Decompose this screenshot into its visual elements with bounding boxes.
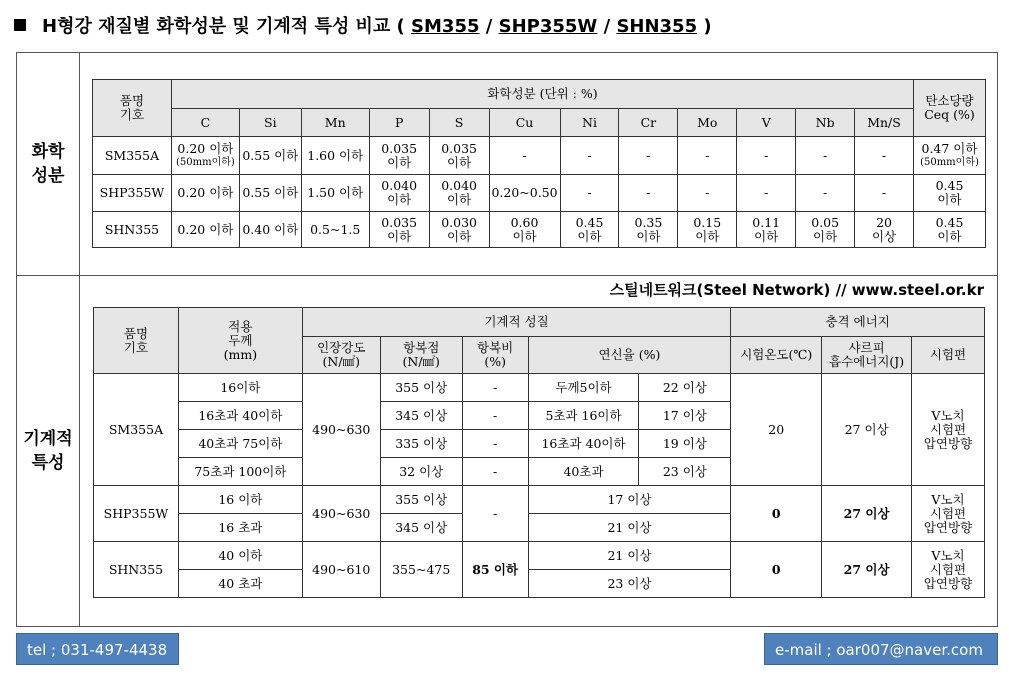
chem-element-header: C [171,109,239,137]
cell-value: - [522,147,527,163]
energy-cell: 27 이상 [822,374,912,486]
cell-value: 0.035 [381,140,418,156]
header-line: 항복점 [403,340,440,355]
elong-cond-cell: 16초과 40이하 [528,430,639,458]
chem-value-cell [796,175,855,212]
elong-value-cell: 23 이상 [528,570,731,598]
table-row [94,542,985,570]
yield-cell: 355 이상 [380,374,462,402]
mech-header-tensile [302,337,380,374]
mech-header-thickness [178,308,302,374]
cell-value: - [705,185,710,200]
cell-value: 0.5~1.5 [310,221,361,237]
cell-value: 20 [876,214,892,230]
chem-value-cell [429,212,489,248]
mech-header-elongation: 연신율 (%) [528,337,731,374]
table-row [93,175,986,212]
cell-value: 0.35 [634,214,663,230]
temp-cell: 20 [731,374,822,486]
cell-unit: 이하 [387,154,412,170]
ceq-cell [913,212,985,248]
tensile-cell: 490~610 [302,542,380,598]
cell-value: 0.47 이하 [921,140,978,156]
yield-cell: 355 이상 [380,486,462,514]
chem-value-cell [429,175,489,212]
chem-value-cell [737,175,796,212]
header-line: 기호 [119,107,145,122]
header-line: 적용 [228,318,253,334]
chem-value-cell [560,212,619,248]
cell-unit: 이하 [387,228,412,244]
cell-value: 0.035 [441,140,477,156]
header-line: 탄소당량 [925,93,974,108]
cell-unit: 이하 [754,228,779,244]
cell-value: - [822,147,828,163]
ratio-cell: - [462,486,528,542]
section-label-line: 기계적 [23,429,73,449]
elong-value-cell: 21 이상 [528,514,731,542]
thickness-cell: 40 초과 [178,570,302,598]
cell-value: - [881,185,887,200]
section-divider [17,275,997,276]
cell-value: 0.60 [510,214,539,230]
cell-unit: 이하 [813,228,838,244]
specimen-line: V노치 [931,407,965,423]
specimen-cell [912,542,985,598]
chem-value-cell [171,212,239,248]
elong-cond-cell: 두께5이하 [528,374,639,402]
thickness-cell: 16 초과 [178,514,302,542]
impact-header-specimen: 시험편 [912,337,985,374]
title-separator: / [485,16,493,37]
cell-value: 0.20 이하 [177,185,234,200]
grade-name: SM355A [93,137,172,175]
cell-value: - [646,185,651,200]
chem-value-cell [737,212,796,248]
grade-shp355w: SHP355W [498,16,598,37]
ratio-cell: - [462,374,528,402]
chem-value-cell [171,175,239,212]
chem-element-header: P [369,109,429,137]
chem-value-cell [619,137,678,175]
impact-header-group: 충격 에너지 [731,308,985,337]
thickness-cell: 40초과 75이하 [178,430,302,458]
cell-value: 0.11 [752,214,781,230]
elong-cond-cell: 40초과 [528,458,639,486]
cell-value: 0.20~0.50 [491,185,558,200]
cell-unit: 이하 [447,192,472,207]
cell-note: (50mm이하) [920,156,979,168]
ceq-cell [913,137,985,175]
chem-element-header: S [429,109,489,137]
chem-value-cell [619,212,678,248]
grade-name: SHN355 [93,212,172,248]
cell-unit: 이하 [937,228,962,244]
specimen-line: 시험편 [929,505,967,521]
chem-value-cell [489,175,560,212]
elong-cond-cell: 5초과 16이하 [528,402,639,430]
grade-shn355: SHN355 [616,16,698,37]
section-label-line: 화학 [31,142,65,162]
chem-value-cell [369,137,429,175]
cell-value: 0.55 이하 [242,147,299,163]
cell-unit: 이상 [871,228,897,244]
thickness-cell: 16초과 40이하 [178,402,302,430]
header-line: (mm) [223,346,258,362]
header-line: 흡수에너지(J) [829,354,905,369]
specimen-line: 시험편 [929,421,967,437]
chem-value-cell [369,212,429,248]
cell-unit: 이하 [695,228,720,244]
yield-cell: 32 이상 [380,458,462,486]
cell-value: 0.040 [441,178,477,193]
ratio-cell: - [462,430,528,458]
cell-value: - [881,147,887,163]
cell-note: (50mm이하) [176,156,235,168]
cell-unit: 이하 [512,228,537,244]
chem-value-cell [678,175,737,212]
thickness-cell: 16이하 [178,374,302,402]
chem-element-header: Ni [560,109,619,137]
table-row [93,137,986,175]
grade-name: SM355A [94,374,179,486]
cell-value: - [587,147,592,163]
chem-element-row [93,109,986,137]
elong-value-cell: 21 이상 [528,542,731,570]
tensile-cell: 490~630 [302,486,380,542]
section-label-line: 특성 [31,453,65,473]
impact-header-temp: 시험온도(℃) [731,337,822,374]
chem-element-header: Nb [796,109,855,137]
header-line: 두께 [228,332,253,348]
specimen-line: V노치 [931,491,965,507]
chem-element-header: Si [239,109,301,137]
cell-value: 0.20 이하 [177,221,234,237]
cell-unit: 이하 [447,228,472,244]
cell-value: - [646,147,651,163]
chem-value-cell [489,137,560,175]
energy-cell: 27 이상 [822,542,912,598]
ratio-cell: - [462,402,528,430]
mech-header-ratio [462,337,528,374]
header-line: Ceq (%) [924,107,975,122]
cell-value: - [587,185,592,200]
grade-name: SHP355W [94,486,179,542]
specimen-line: 시험편 [929,561,967,577]
chem-value-cell [796,137,855,175]
cell-value: 0.035 [381,214,418,230]
elong-value-cell: 22 이상 [639,374,731,402]
chem-value-cell [855,137,914,175]
elong-value-cell: 19 이상 [639,430,731,458]
grade-sm355: SM355 [411,16,480,37]
table-row [93,212,986,248]
header-line: 기호 [123,339,149,355]
chem-element-header: Cu [489,109,560,137]
cell-value: 0.40 이하 [242,221,299,237]
tensile-cell: 490~630 [302,374,380,486]
page-title [14,12,712,38]
energy-cell: 27 이상 [822,486,912,542]
header-line: (N/㎟) [402,354,440,369]
temp-cell: 0 [731,486,822,542]
yield-cell: 335 이상 [380,430,462,458]
cell-value: 0.15 [693,214,722,230]
mech-header-name [94,308,179,374]
mech-section-label [17,276,80,626]
yield-cell: 345 이상 [380,402,462,430]
cell-unit: 이하 [636,228,661,244]
cell-value: - [822,185,828,200]
specimen-line: V노치 [931,547,965,563]
chem-element-header: Mo [678,109,737,137]
chem-value-cell [855,175,914,212]
chem-value-cell [301,137,369,175]
header-line: 품명 [119,93,145,108]
mech-table [93,307,985,598]
specimen-line: 압연방향 [923,435,973,451]
mech-header-group: 기계적 성질 [302,308,731,337]
elong-value-cell: 23 이상 [639,458,731,486]
chem-element-header: V [737,109,796,137]
chem-value-cell [855,212,914,248]
impact-header-charpy [822,337,912,374]
thickness-cell: 75초과 100이하 [178,458,302,486]
chem-element-header: Cr [619,109,678,137]
cell-value: 0.45 [935,214,964,230]
ceq-cell [913,175,985,212]
comparison-frame [16,52,998,627]
specimen-line: 압연방향 [923,575,973,591]
chem-value-cell [239,137,301,175]
header-line: 품명 [123,325,149,341]
cell-value: 0.20 이하 [177,140,234,156]
chem-value-cell [737,137,796,175]
yield-cell: 345 이상 [380,514,462,542]
chem-section-label [17,53,80,275]
elong-value-cell: 17 이상 [639,402,731,430]
ratio-cell: 85 이하 [462,542,528,598]
chem-element-header: Mn [301,109,369,137]
grade-name: SHN355 [94,542,179,598]
cell-value: - [705,147,710,163]
chem-table [92,79,986,248]
email-box: e-mail ; oar007@naver.com [764,633,998,665]
cell-value: 0.45 [575,214,604,230]
cell-value: 0.05 [811,214,840,230]
cell-unit: 이하 [387,192,412,207]
cell-value: 0.030 [441,214,477,230]
chem-header-name [93,80,172,137]
cell-value: - [764,185,769,200]
specimen-cell [912,374,985,486]
cell-unit: 이하 [447,154,472,170]
cell-value: 0.45 [935,178,964,193]
title-text: H형강 재질별 화학성분 및 기계적 특성 비교 ( [42,16,405,37]
chem-value-cell [239,212,301,248]
cell-value: 0.55 이하 [242,185,299,200]
chem-header-group: 화학성분 (단위 : %) [171,80,913,109]
chem-value-cell [560,137,619,175]
chem-value-cell [301,212,369,248]
tel-box: tel ; 031-497-4438 [16,633,179,665]
chem-element-header: Mn/S [855,109,914,137]
chem-value-cell [678,212,737,248]
title-suffix: ) [703,16,712,37]
chem-value-cell [171,137,239,175]
chem-value-cell [369,175,429,212]
table-row [94,374,985,402]
chem-value-cell [239,175,301,212]
chem-value-cell [560,175,619,212]
elong-value-cell: 17 이상 [528,486,731,514]
cell-value: 1.50 이하 [307,185,364,200]
ratio-cell: - [462,458,528,486]
header-line: 샤르피 [848,340,885,355]
brand-text: 스틸네트워크(Steel Network) // www.steel.or.kr [609,281,984,299]
cell-value: 1.60 이하 [307,147,364,163]
yield-cell: 355~475 [380,542,462,598]
chem-value-cell [619,175,678,212]
chem-value-cell [678,137,737,175]
temp-cell: 0 [731,542,822,598]
header-line: 항복비 [477,340,514,355]
header-line: (%) [484,354,506,369]
chem-value-cell [489,212,560,248]
header-line: 인장강도 [317,340,366,355]
chem-header-ceq [913,80,985,137]
thickness-cell: 40 이하 [178,542,302,570]
specimen-line: 압연방향 [923,519,973,535]
specimen-cell [912,486,985,542]
mech-header-yield [380,337,462,374]
section-label-line: 성분 [31,166,65,186]
header-line: (N/㎟) [322,354,360,369]
thickness-cell: 16 이하 [178,486,302,514]
chem-value-cell [301,175,369,212]
table-row [94,486,985,514]
cell-unit: 이하 [577,228,602,244]
cell-value: - [764,147,769,163]
chem-value-cell [796,212,855,248]
square-bullet-icon [14,19,26,31]
cell-value: 0.040 [381,178,418,193]
grade-name: SHP355W [93,175,172,212]
cell-unit: 이하 [937,192,962,207]
title-separator: / [603,16,611,37]
chem-value-cell [429,137,489,175]
